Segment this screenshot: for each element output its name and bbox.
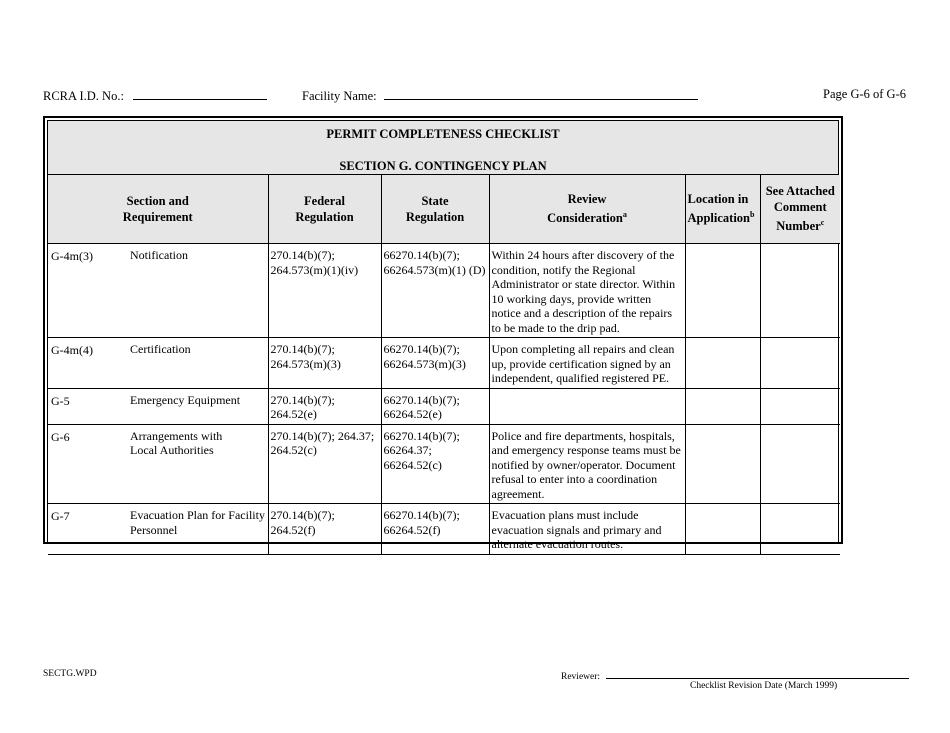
reviewer-blank (606, 669, 909, 679)
location-cell (685, 504, 760, 555)
section-title: SECTION G. CONTINGENCY PLAN (339, 159, 547, 173)
review-consideration-cell (489, 388, 685, 424)
checklist-title: PERMIT COMPLETENESS CHECKLIST (326, 127, 560, 141)
table-row (48, 504, 840, 555)
review-consideration-cell: Police and fire departments, hospitals, and emergency response teams must be notified by owner/operator. Document refusal to enter into a coordination agreement. (489, 424, 685, 504)
review-consideration-cell: Upon completing all repairs and clean up, provide certification signed by an independent, qualified registered PE. (489, 338, 685, 389)
requirement-text: Arrangements with Local Authorities (130, 428, 223, 457)
col-review-consideration: Review Consideration$^a$ (489, 175, 685, 244)
table-header-row (48, 175, 840, 244)
review-consideration-cell: Within 24 hours after discovery of the condition, notify the Regional Administrator or state director. Within 10 working days, provide written notice and a description of the repairs to be made to the drip pad. (489, 244, 685, 338)
state-regulation-cell: 66270.14(b)(7); 66264.573(m)(1) (D) (381, 244, 489, 338)
section-cell (48, 424, 268, 504)
requirement-text: Evacuation Plan for Facility Personnel (130, 508, 265, 537)
revision-date: Checklist Revision Date (March 1999) (690, 681, 838, 691)
location-cell (685, 338, 760, 389)
table-row (48, 244, 840, 338)
location-cell (685, 388, 760, 424)
col-section-requirement: Section and Requirement (48, 175, 268, 244)
federal-regulation-cell: 270.14(b)(7); 264.52(e) (268, 388, 381, 424)
reviewer-label: Reviewer: (561, 672, 601, 682)
table-row (48, 338, 840, 389)
requirement-text: Notification (130, 248, 188, 262)
comment-number-cell (760, 424, 840, 504)
section-code: G-4m(4) (51, 343, 93, 357)
checklist-title-bar (48, 121, 838, 175)
state-regulation-cell: 66270.14(b)(7); 66264.52(e) (381, 388, 489, 424)
table-row (48, 388, 840, 424)
section-code: G-7 (51, 509, 70, 523)
facility-name-field (302, 87, 698, 104)
requirement-text: Certification (130, 342, 191, 356)
federal-regulation-cell: 270.14(b)(7); 264.37; 264.52(c) (268, 424, 381, 504)
comment-number-cell (760, 244, 840, 338)
comment-number-cell (760, 388, 840, 424)
table-row (48, 424, 840, 504)
facility-name-blank (384, 87, 698, 100)
col-location-in-application: Location in Application$^b$ (685, 175, 760, 244)
col-comment-number: See Attached Comment Number$^c$ (760, 175, 840, 244)
state-regulation-cell: 66270.14(b)(7); 66264.573(m)(3) (381, 338, 489, 389)
section-code: G-4m(3) (51, 249, 93, 263)
state-regulation-cell: 66270.14(b)(7); 66264.37; 66264.52(c) (381, 424, 489, 504)
comment-number-cell (760, 338, 840, 389)
rcra-id-field (43, 87, 267, 104)
comment-number-cell (760, 504, 840, 555)
review-consideration-cell: Evacuation plans must include evacuation signals and primary and alternate evacuation routes. (489, 504, 685, 555)
col-state-regulation: State Regulation (381, 175, 489, 244)
checklist-frame (43, 116, 843, 551)
location-cell (685, 424, 760, 504)
rcra-id-blank (133, 87, 267, 100)
page-number: Page G-6 of G-6 (823, 87, 906, 101)
federal-regulation-cell: 270.14(b)(7); 264.573(m)(1)(iv) (268, 244, 381, 338)
section-code: G-5 (51, 393, 70, 408)
federal-regulation-cell: 270.14(b)(7); 264.52(f) (268, 504, 381, 555)
section-cell (48, 244, 268, 338)
col-federal-regulation: Federal Regulation (268, 175, 381, 244)
section-cell (48, 504, 268, 555)
requirement-text: Emergency Equipment (130, 392, 241, 407)
facility-name-label: Facility Name: (302, 89, 377, 103)
state-regulation-cell: 66270.14(b)(7); 66264.52(f) (381, 504, 489, 555)
checklist-table (48, 175, 840, 555)
location-cell (685, 244, 760, 338)
section-cell (48, 388, 268, 424)
rcra-id-label: RCRA I.D. No.: (43, 89, 124, 103)
file-name: SECTG.WPD (43, 669, 97, 679)
section-cell (48, 338, 268, 389)
section-code: G-6 (51, 429, 70, 444)
federal-regulation-cell: 270.14(b)(7); 264.573(m)(3) (268, 338, 381, 389)
